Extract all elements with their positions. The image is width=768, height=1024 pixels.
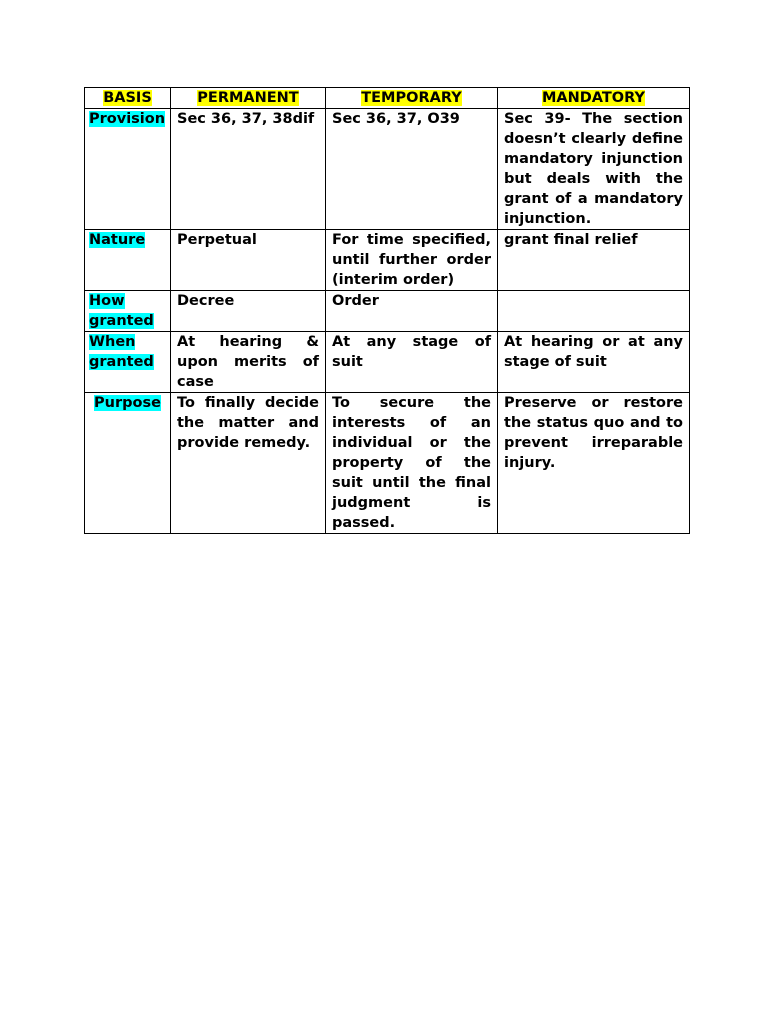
injunction-comparison-table: [84, 87, 690, 534]
header-mandatory-label: MANDATORY: [541, 90, 645, 106]
permanent-cell-nature: Perpetual: [171, 230, 326, 291]
mandatory-cell-purpose: Preserve or restore the status quo and to prevent irreparable injury.: [498, 393, 690, 534]
temporary-cell-how-granted: Order: [326, 291, 498, 332]
header-basis-label: BASIS: [103, 90, 152, 106]
basis-cell-nature: [85, 230, 171, 291]
permanent-cell-when-granted: At hearing & upon merits of case: [171, 332, 326, 393]
mandatory-cell-nature: grant final relief: [498, 230, 690, 291]
table-row-nature: [85, 230, 690, 291]
temporary-cell-purpose: To secure the interests of an individual or the property of the suit until the final judgment is passed.: [326, 393, 498, 534]
header-permanent-label: PERMANENT: [197, 90, 299, 106]
header-temporary-label: TEMPORARY: [361, 90, 462, 106]
header-mandatory: [498, 88, 690, 109]
temporary-cell-provision: Sec 36, 37, O39: [326, 109, 498, 230]
basis-cell-when-granted: [85, 332, 171, 393]
basis-label-when-granted: When granted: [89, 334, 154, 370]
mandatory-cell-how-granted: [498, 291, 690, 332]
basis-cell-provision: [85, 109, 171, 230]
basis-label-nature: Nature: [89, 232, 146, 248]
header-temporary: [326, 88, 498, 109]
basis-label-provision: Provision: [89, 111, 166, 127]
table-header-row: [85, 88, 690, 109]
basis-label-how-granted: How granted: [89, 293, 154, 329]
table-row-provision: [85, 109, 690, 230]
header-basis: [85, 88, 171, 109]
table-row-how-granted: [85, 291, 690, 332]
basis-label-purpose: Purpose: [94, 395, 161, 411]
table-row-purpose: [85, 393, 690, 534]
header-permanent: [171, 88, 326, 109]
permanent-cell-provision: Sec 36, 37, 38dif: [171, 109, 326, 230]
table-row-when-granted: [85, 332, 690, 393]
mandatory-cell-provision: Sec 39- The section doesn’t clearly define mandatory injunction but deals with the grant of a mandatory injunction.: [498, 109, 690, 230]
basis-cell-purpose: [85, 393, 171, 534]
mandatory-cell-when-granted: At hearing or at any stage of suit: [498, 332, 690, 393]
permanent-cell-how-granted: Decree: [171, 291, 326, 332]
permanent-cell-purpose: To finally decide the matter and provide remedy.: [171, 393, 326, 534]
temporary-cell-when-granted: At any stage of suit: [326, 332, 498, 393]
temporary-cell-nature: For time specified, until further order (interim order): [326, 230, 498, 291]
basis-cell-how-granted: [85, 291, 171, 332]
